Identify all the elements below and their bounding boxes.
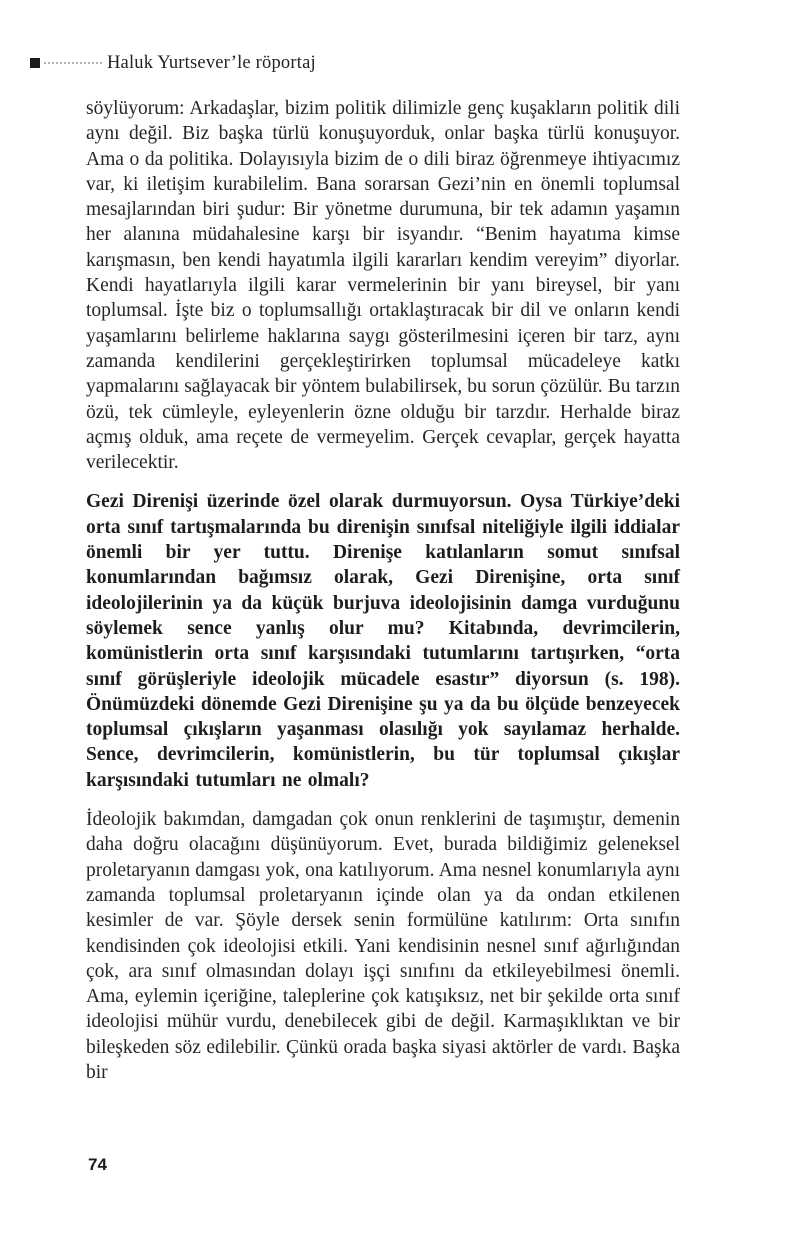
running-header-title: Haluk Yurtsever’le röportaj (107, 52, 316, 73)
paragraph-answer-continued: söylüyorum: Arkadaşlar, bizim politik dilimizle genç kuşakların politik dili aynı değil. Biz başka türlü konuşuyorduk, onlar başka türlü konuşuyor. Ama o da politika. Dolayısıyla bizim de o dili biraz öğrenmeye ihtiyacımız var, ki iletişim kurabilelim. Bana sorarsan Gezi’nin en önemli toplumsal mesajlarından biri şudur: Bir yönetme durumuna, bir tek adamın yaşamın her alanına müdahalesine karşı bir isyandır. “Benim hayatıma kimse karışmasın, ben kendi hayatımla ilgili kararları kendim vereyim” diyorlar. Kendi hayatlarıyla ilgili karar vermelerinin bir yanı bireysel, bir yanı toplumsal. İşte biz o toplumsallığı ortaklaştıracak bir dil ve onların kendi yaşamlarını belirleme haklarına saygı gösterilmesini içeren bir tarz, aynı zamanda kendilerini gerçekleştirirken toplumsal mücadeleye katkı yapmalarını sağlayacak bir yöntem bulabilirsek, bu sorun çözülür. Bu tarzın özü, tek cümleyle, eyleyenlerin özne olduğu bir tarzdır. Herhalde biraz açmış olduk, ama reçete de vermeyelim. Gerçek cevaplar, gerçek hayatta verilecektir. (86, 98, 680, 474)
dotted-leader-line (44, 62, 102, 64)
page-number: 74 (88, 1155, 107, 1174)
square-bullet-icon (30, 58, 40, 68)
running-header (30, 52, 316, 74)
paragraph-interview-answer: İdeolojik bakımdan, damgadan çok onun renklerini de taşımıştır, demenin daha doğru olacağını düşünüyorum. Evet, burada bildiğimiz geleneksel proletaryanın damgası yok, ona katılıyorum. Ama nesnel konumlarıyla aynı zamanda toplumsal proletaryanın içinde olan ya da ondan etkilenen kesimler de var. Şöyle dersek senin formülüne katılırım: Orta sınıfın kendisinden çok ideolojisi etkili. Yani kendisinin nesnel sınıf ağırlığından çok, ara sınıf olmasından dolayı işçi sınıfını da etkileyebilmesi önemli. Ama, eylemin içeriğine, taleplerine çok katışıksız, net bir şekilde orta sınıf ideolojisi mühür vurdu, denebilecek gibi de değil. Karmaşıklıktan ve bir bileşkeden söz edilebilir. Çünkü orada başka siyasi aktörler de vardı. Başka bir (86, 809, 680, 1083)
paragraph-interview-question: Gezi Direnişi üzerinde özel olarak durmuyorsun. Oysa Türkiye’deki orta sınıf tartışmalarında bu direnişin sınıfsal niteliğiyle ilgili iddialar önemli bir yer tuttu. Direnişe katılanların somut sınıfsal konumlarından bağımsız olarak, Gezi Direnişine, orta sınıf ideolojilerinin ya da küçük burjuva ideolojisinin damga vurduğunu söylemek sence yanlış olur mu? Kitabında, devrimcilerin, komünistlerin orta sınıf karşısındaki tutumlarını tartışırken, “orta sınıf görüşleriyle ideolojik mücadele esastır” diyorsun (s. 198). Önümüzdeki dönemde Gezi Direnişine şu ya da bu ölçüde benzeyecek toplumsal çıkışların yaşanması olasılığı yok sayılamaz herhalde. Sence, devrimcilerin, komünistlerin, bu tür toplumsal çıkışlar karşısındaki tutumları ne olmalı? (86, 491, 680, 791)
page-body (86, 96, 680, 1085)
